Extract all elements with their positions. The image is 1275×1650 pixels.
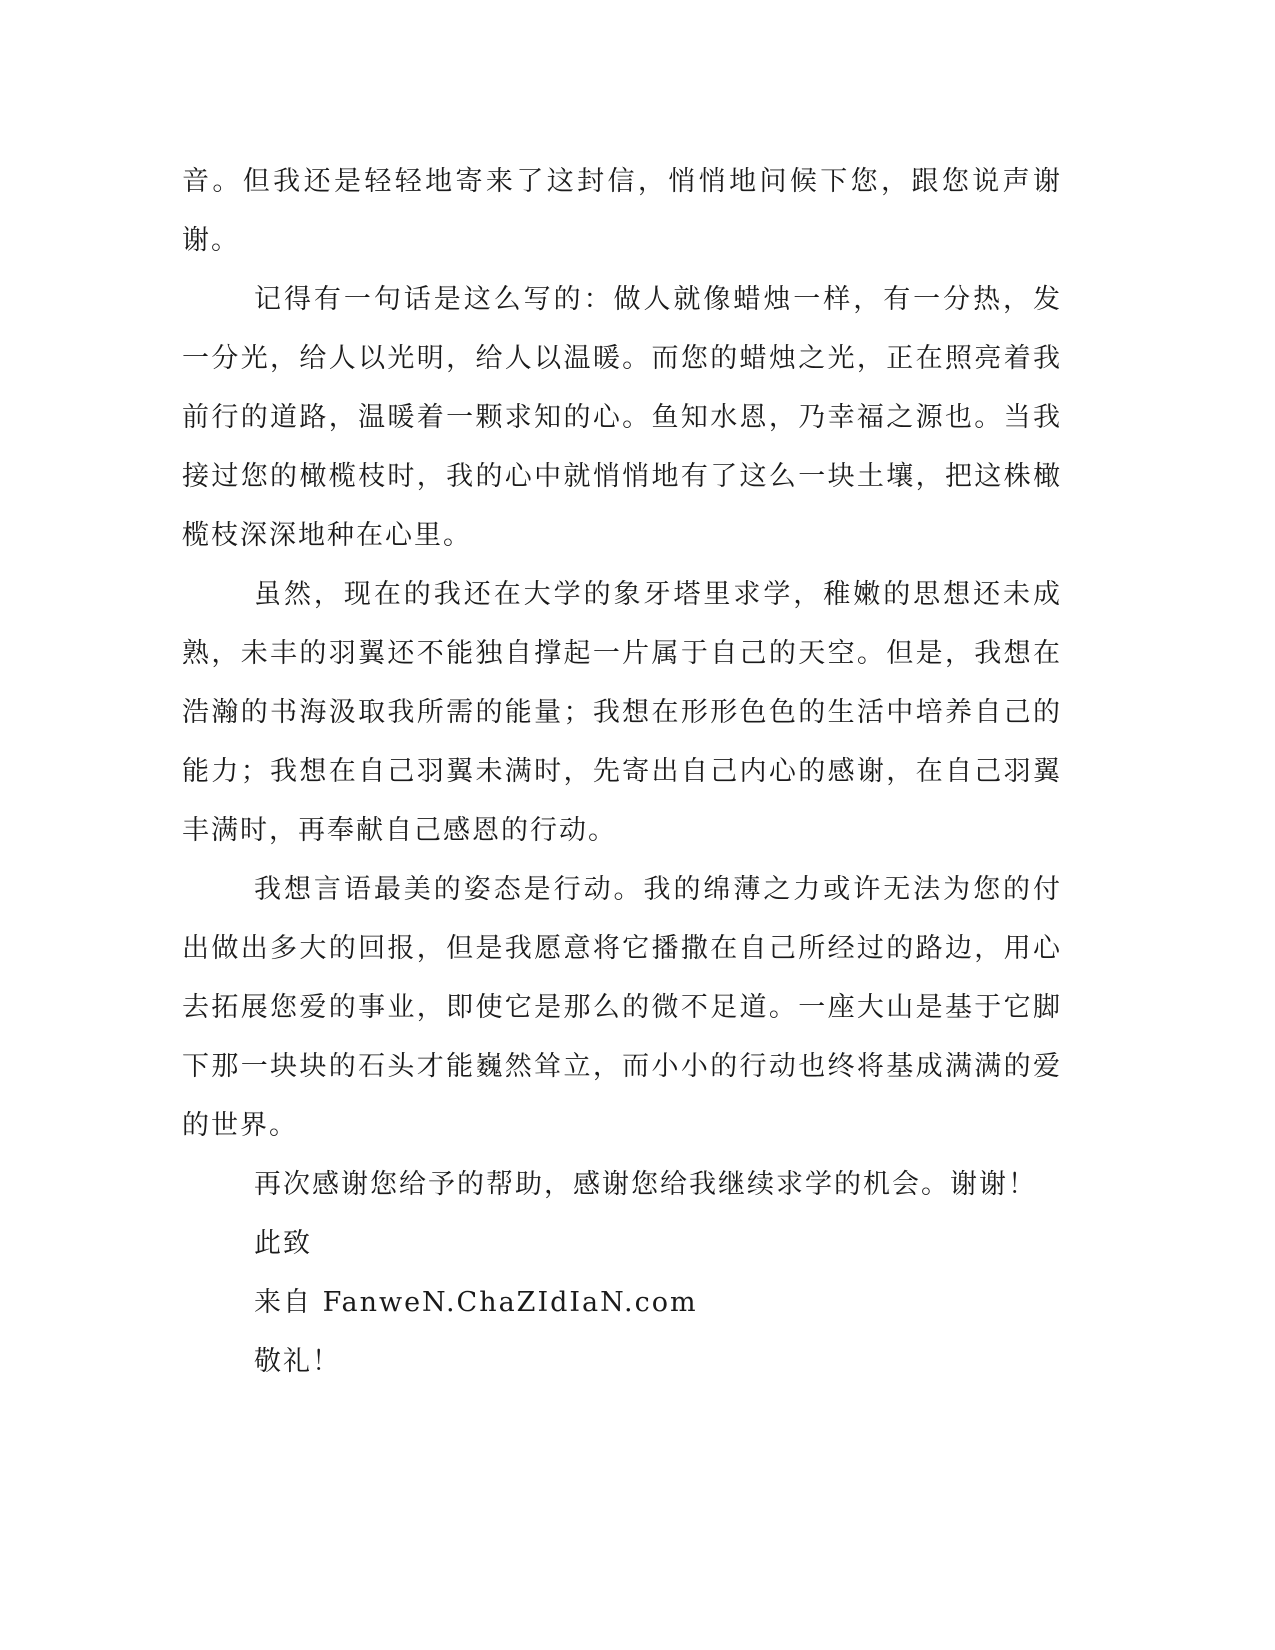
paragraph-university: 虽然，现在的我还在大学的象牙塔里求学，稚嫩的思想还未成熟，未丰的羽翼还不能独自撑起一片属于自己的天空。但是，我想在浩瀚的书海汲取我所需的能量；我想在形形色色的生活中培养自己的能力；我想在自己羽翼未满时，先寄出自己内心的感谢，在自己羽翼丰满时，再奉献自己感恩的行动。 <box>182 579 1062 846</box>
closing-source: 来自 FanweN.ChaZIdIaN.com <box>254 1287 698 1318</box>
paragraph-action: 我想言语最美的姿态是行动。我的绵薄之力或许无法为您的付出做出多大的回报，但是我愿意将它播撒在自己所经过的路边，用心去拓展您爱的事业，即使它是那么的微不足道。一座大山是基于它脚下那一块块的石头才能巍然耸立，而小小的行动也终将基成满满的爱的世界。 <box>182 874 1062 1141</box>
closing-salutation: 此致 <box>254 1228 312 1259</box>
closing-thanks: 再次感谢您给予的帮助，感谢您给我继续求学的机会。谢谢！ <box>254 1169 1037 1200</box>
paragraph-candle: 记得有一句话是这么写的：做人就像蜡烛一样，有一分热，发一分光，给人以光明，给人以温暖。而您的蜡烛之光，正在照亮着我前行的道路，温暖着一颗求知的心。鱼知水恩，乃幸福之源也。当我接过您的橄榄枝时，我的心中就悄悄地有了这么一块土壤，把这株橄榄枝深深地种在心里。 <box>182 284 1062 551</box>
closing-regards: 敬礼！ <box>254 1346 341 1377</box>
letter-body <box>182 152 1062 1391</box>
paragraph-continuation: 音。但我还是轻轻地寄来了这封信，悄悄地问候下您，跟您说声谢谢。 <box>182 166 1062 256</box>
